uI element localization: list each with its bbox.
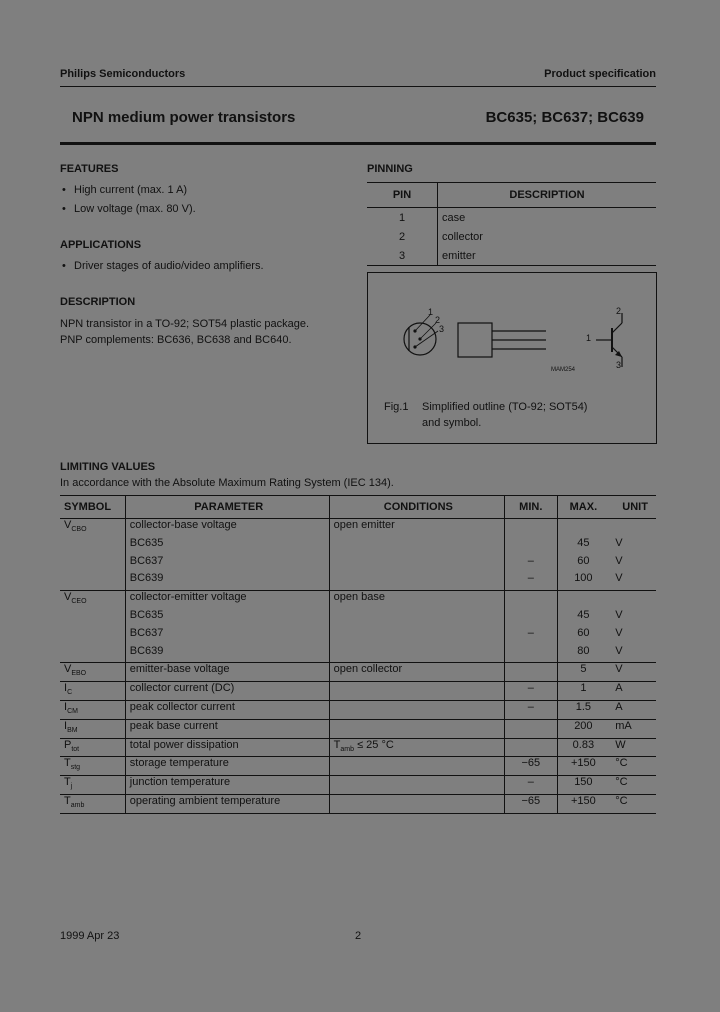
figure-code: MAM254 [551, 367, 576, 373]
max-column-header: MAX. [557, 496, 609, 519]
footer-date: 1999 Apr 23 [60, 930, 120, 942]
figure-label: Fig.1 [384, 401, 409, 413]
symbol-cell: $V_{CBO}$ [60, 519, 125, 537]
table-row [60, 700, 656, 719]
parameter-cell: BC637 [125, 555, 329, 573]
max-cell: 1.5 [557, 700, 609, 719]
figure-caption: and symbol. [422, 417, 482, 429]
conditions-cell: $T_{amb} \le 25$ °C [329, 738, 504, 757]
table-row [60, 591, 656, 609]
table-row [60, 719, 656, 738]
description-line: NPN transistor in a TO-92; SOT54 plastic package. [60, 318, 310, 330]
limiting-header-row [60, 496, 656, 519]
pinning-table [367, 182, 656, 266]
pinning-header-row [367, 183, 656, 208]
pin-number: 1 [367, 208, 438, 228]
pin-column-header: PIN [367, 183, 438, 208]
table-row [367, 246, 656, 266]
unit-cell [609, 591, 656, 609]
unit-cell: A [609, 682, 656, 701]
min-cell [505, 719, 558, 738]
min-cell [505, 591, 558, 609]
feature-item: • Low voltage (max. 80 V). [62, 203, 196, 215]
symbol-cell: $V_{EBO}$ [60, 663, 125, 682]
lead-label: 3 [439, 324, 445, 334]
symbol-cell: $P_{tot}$ [60, 738, 125, 757]
max-cell: 200 [557, 719, 609, 738]
application-item: • Driver stages of audio/video amplifiers. [62, 260, 264, 272]
unit-cell: W [609, 738, 656, 757]
table-row [367, 227, 656, 246]
max-cell: 80 [577, 644, 590, 657]
conditions-cell [329, 757, 504, 776]
header-rule [60, 86, 656, 87]
description-column-header: DESCRIPTION [438, 183, 657, 208]
parameter-cell: BC639 [125, 645, 329, 663]
max-cell: 100 [574, 572, 593, 585]
conditions-column-header: CONDITIONS [329, 496, 504, 519]
symbol-cell: $T_j$ [60, 776, 125, 795]
parameter-cell: collector-emitter voltage [125, 591, 329, 609]
parameter-cell: collector-base voltage [125, 519, 329, 537]
unit-cell: V [615, 608, 623, 621]
symbol-cell: $T_{amb}$ [60, 794, 125, 813]
symbol-pin-label: 1 [586, 333, 592, 343]
parameter-cell: emitter-base voltage [125, 663, 329, 682]
conditions-cell: open base [329, 591, 504, 609]
description-line: PNP complements: BC636, BC638 and BC640. [60, 334, 292, 346]
min-cell: −65 [505, 757, 558, 776]
unit-cell: °C [609, 776, 656, 795]
lead-label: 1 [428, 307, 434, 317]
document-type: Product specification [544, 68, 656, 80]
symbol-pin-label: 3 [616, 360, 622, 370]
table-row [60, 519, 656, 537]
conditions-cell: open collector [329, 663, 504, 682]
symbol-cell: $I_{CM}$ [60, 700, 125, 719]
pinning-heading: PINNING [367, 163, 413, 175]
min-cell: – [505, 776, 558, 795]
pin-description: emitter [438, 246, 657, 266]
table-row [60, 663, 656, 682]
table-row [60, 757, 656, 776]
table-row [60, 682, 656, 701]
feature-item: • High current (max. 1 A) [62, 184, 188, 196]
title-rule [60, 142, 656, 145]
figure-box [367, 272, 657, 444]
unit-cell: V [615, 644, 623, 657]
parameter-cell: collector current (DC) [125, 682, 329, 701]
symbol-cell: $I_{BM}$ [60, 719, 125, 738]
page-number: 2 [355, 930, 362, 942]
pin-description: collector [442, 230, 483, 243]
max-cell: +150 [557, 794, 609, 813]
parameter-column-header: PARAMETER [125, 496, 329, 519]
limiting-values-intro: In accordance with the Absolute Maximum Rating System (IEC 134). [60, 477, 394, 489]
min-cell [505, 519, 558, 537]
parameter-cell: operating ambient temperature [125, 794, 329, 813]
features-heading: FEATURES [60, 163, 119, 175]
min-column-header: MIN. [505, 496, 558, 519]
description-heading: DESCRIPTION [60, 296, 136, 308]
max-cell [557, 519, 609, 537]
table-row [60, 572, 656, 590]
min-cell [505, 609, 558, 627]
parameter-cell: storage temperature [125, 757, 329, 776]
conditions-cell [329, 776, 504, 795]
min-cell [505, 738, 558, 757]
page-title: NPN medium power transistors [72, 109, 296, 126]
table-row [60, 555, 656, 573]
conditions-cell: open emitter [329, 519, 504, 537]
unit-cell: V [609, 663, 656, 682]
max-cell: 0.83 [557, 738, 609, 757]
parameter-cell: junction temperature [125, 776, 329, 795]
unit-cell: V [615, 536, 623, 549]
max-cell: 5 [557, 663, 609, 682]
min-cell: – [505, 572, 558, 590]
limiting-values-heading: LIMITING VALUES [60, 461, 156, 473]
conditions-cell [329, 700, 504, 719]
parameter-cell: peak base current [125, 719, 329, 738]
max-cell: 150 [557, 776, 609, 795]
max-cell: 45 [577, 608, 590, 621]
min-cell: – [505, 682, 558, 701]
symbol-column-header: SYMBOL [60, 496, 125, 519]
parameter-cell: BC635 [125, 537, 329, 555]
unit-cell: A [609, 700, 656, 719]
max-cell: 45 [577, 536, 590, 549]
unit-cell [609, 519, 656, 537]
parameter-cell: BC639 [125, 572, 329, 590]
part-numbers: BC635; BC637; BC639 [485, 109, 644, 126]
max-cell [557, 591, 609, 609]
unit-cell: V [615, 626, 623, 639]
table-row [60, 627, 656, 645]
unit-cell: V [615, 554, 623, 567]
parameter-cell: total power dissipation [125, 738, 329, 757]
conditions-cell [329, 719, 504, 738]
unit-cell: °C [609, 794, 656, 813]
table-row [60, 609, 656, 627]
figure-caption: Simplified outline (TO-92; SOT54) [422, 401, 588, 413]
max-cell: 60 [577, 554, 590, 567]
parameter-cell: BC637 [125, 627, 329, 645]
package-outline-drawing [368, 273, 656, 443]
parameter-cell: peak collector current [125, 700, 329, 719]
min-cell [505, 663, 558, 682]
symbol-cell: $I_C$ [60, 682, 125, 701]
company-name: Philips Semiconductors [60, 68, 186, 80]
table-row [367, 208, 656, 228]
pin-description: case [442, 211, 466, 224]
max-cell: 1 [557, 682, 609, 701]
unit-column-header: UNIT [609, 496, 656, 519]
max-cell: +150 [557, 757, 609, 776]
table-row [60, 794, 656, 813]
pin-number: 2 [367, 227, 438, 246]
applications-heading: APPLICATIONS [60, 239, 142, 251]
lead-label: 2 [435, 315, 441, 325]
table-row [60, 645, 656, 663]
limiting-values-table [60, 495, 656, 814]
min-cell: – [505, 555, 558, 573]
symbol-cell: $T_{stg}$ [60, 757, 125, 776]
symbol-cell: $V_{CEO}$ [60, 591, 125, 609]
table-row [60, 537, 656, 555]
unit-cell: V [615, 572, 623, 585]
unit-cell: mA [609, 719, 656, 738]
min-cell: – [505, 700, 558, 719]
max-cell: 60 [577, 626, 590, 639]
conditions-cell [329, 794, 504, 813]
min-cell: – [505, 627, 558, 645]
min-cell [505, 645, 558, 663]
parameter-cell: BC635 [125, 609, 329, 627]
table-row [60, 776, 656, 795]
symbol-pin-label: 2 [616, 306, 622, 316]
min-cell: −65 [505, 794, 558, 813]
table-row [60, 738, 656, 757]
conditions-cell [329, 682, 504, 701]
unit-cell: °C [609, 757, 656, 776]
min-cell [505, 537, 558, 555]
pin-number: 3 [367, 246, 438, 266]
